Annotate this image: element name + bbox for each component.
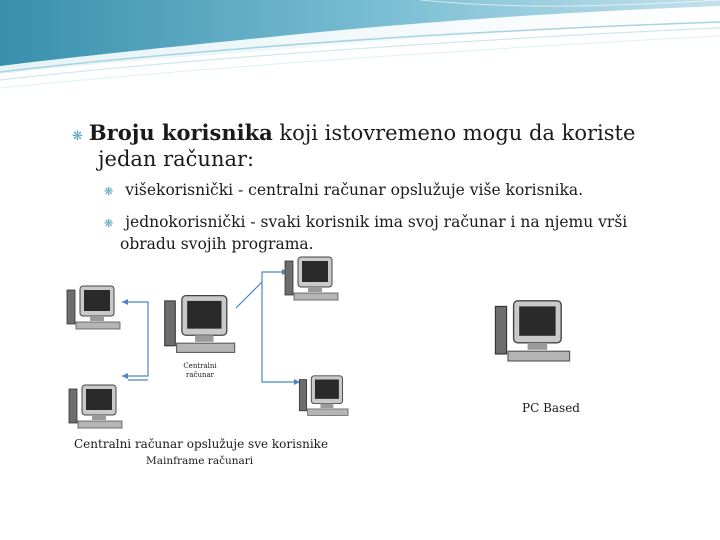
main-bullet-bold: Broju korisnika [88, 120, 273, 145]
pc-based-caption: PC Based [522, 401, 580, 415]
central-computer-label [170, 362, 230, 380]
sub-bullet-text: jednokorisnički - svaki korisnik ima svoj računar i na njemu vrši [125, 213, 628, 231]
computer-icon [284, 255, 344, 305]
mainframe-caption: Centralni računar opslužuje sve korisnike [74, 437, 329, 451]
computer-icon [66, 284, 126, 334]
computer-icon [68, 383, 128, 433]
bullet-icon: ❋ [104, 217, 114, 230]
sub-bullet-multiuser [104, 181, 583, 199]
bullet-icon: ❋ [72, 129, 83, 144]
header-wave-decoration [0, 0, 720, 110]
pc-computer-icon [494, 298, 578, 368]
main-bullet-text: koji istovremeno mogu da koriste [272, 121, 636, 145]
main-bullet-continuation: jedan računar: [98, 147, 255, 171]
mainframe-subcaption: Mainframe računari [146, 455, 254, 467]
main-bullet [72, 120, 635, 145]
bullet-icon: ❋ [104, 185, 114, 198]
computer-icon [298, 374, 354, 420]
central-label-line1: Centralni [183, 362, 217, 370]
central-label-line2: računar [186, 371, 214, 379]
sub-bullet-singleuser [104, 213, 627, 231]
central-computer-icon [162, 293, 244, 359]
sub-bullet-continuation: obradu svojih programa. [120, 235, 314, 253]
sub-bullet-text: višekorisnički - centralni računar opslužuje više korisnika. [125, 181, 584, 199]
